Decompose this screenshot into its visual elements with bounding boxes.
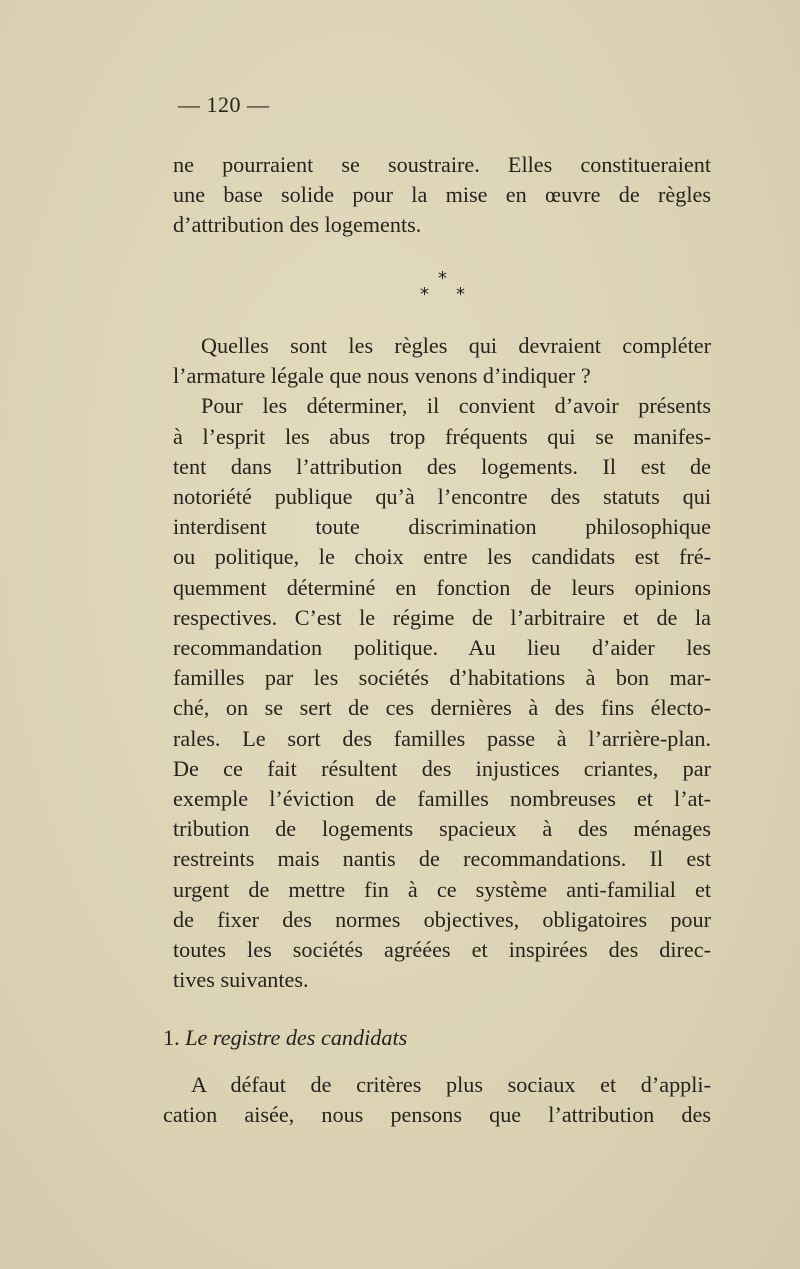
asterisk-mark: * — [456, 284, 465, 305]
paragraph-3 — [163, 1070, 711, 1130]
text-line: urgent de mettre fin à ce système anti-familial et — [173, 876, 711, 902]
text-line: exemple l’éviction de familles nombreuses et l’at- — [173, 786, 711, 812]
text-line: A défaut de critères plus sociaux et d’appli- — [191, 1072, 711, 1097]
section-number: 1. — [163, 1025, 180, 1050]
text-line: notoriété publique qu’à l’encontre des statuts qui — [173, 484, 711, 510]
text-line: restreints mais nantis de recommandations. Il est — [173, 846, 711, 872]
paragraph-2 — [173, 331, 711, 995]
text-line: l’armature légale que nous venons d’indiquer ? — [173, 363, 591, 389]
asterism-separator — [420, 270, 480, 306]
paragraph-1 — [173, 150, 711, 241]
text-line: ou politique, le choix entre les candidats est fré- — [173, 544, 711, 570]
text-line: tives suivantes. — [173, 967, 309, 993]
text-line: une base solide pour la mise en œuvre de règles — [173, 182, 711, 208]
text-line: rales. Le sort des familles passe à l’arrière-plan. — [173, 725, 711, 751]
text-line: interdisent toute discrimination philosophique — [173, 514, 711, 540]
text-line: d’attribution des logements. — [173, 212, 422, 238]
text-line: tent dans l’attribution des logements. Il est de — [173, 453, 711, 479]
text-line: De ce fait résultent des injustices criantes, par — [173, 755, 711, 781]
asterisk-mark: * — [420, 284, 429, 305]
text-line: Quelles sont les règles qui devraient compléter — [201, 333, 711, 358]
text-line: toutes les sociétés agréées et inspirées des direc- — [173, 937, 711, 963]
text-line: respectives. C’est le régime de l’arbitraire et de la — [173, 604, 711, 630]
text-line: recommandation politique. Au lieu d’aider les — [173, 635, 711, 661]
text-line: de fixer des normes objectives, obligatoires pour — [173, 906, 711, 932]
text-line: Pour les déterminer, il convient d’avoir présents — [201, 393, 711, 419]
text-line: quemment déterminé en fonction de leurs opinions — [173, 574, 711, 600]
page-number: — 120 — — [178, 92, 270, 117]
text-line: ne pourraient se soustraire. Elles constitueraient — [173, 152, 711, 177]
text-line: à l’esprit les abus trop fréquents qui se manifes- — [173, 423, 711, 449]
asterisk-mark: * — [438, 268, 447, 289]
text-line: cation aisée, nous pensons que l’attribution des — [163, 1102, 711, 1128]
section-title: Le registre des candidats — [185, 1025, 408, 1050]
text-line: tribution de logements spacieux à des ménages — [173, 816, 711, 842]
text-line: familles par les sociétés d’habitations à bon mar- — [173, 665, 711, 691]
section-heading — [163, 1025, 407, 1051]
text-line: ché, on se sert de ces dernières à des fins électo- — [173, 695, 711, 721]
